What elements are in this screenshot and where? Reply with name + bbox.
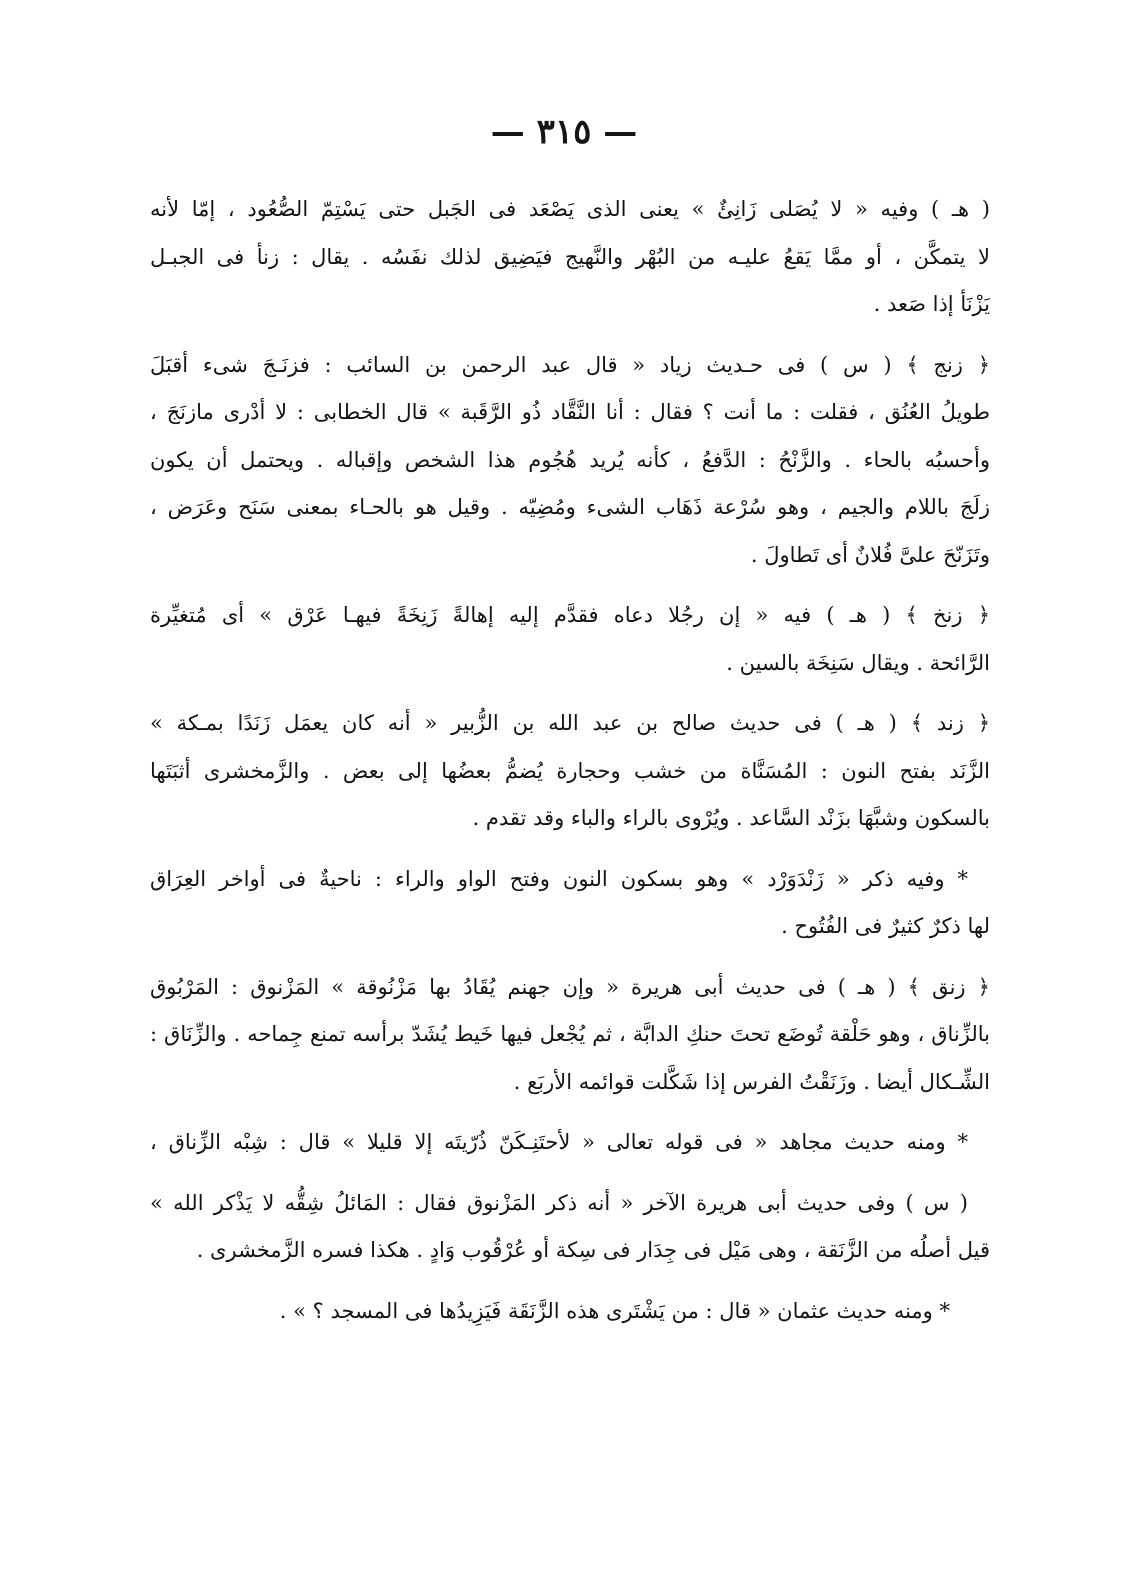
text-line: ﴿ زنخ ﴾ ( هـ ) فيه « إن رجُلا دعاه فقدَّم إليه إهالةً زَنِخَةً فيهـا عَرْق » أى مُتغيِّرة	[150, 603, 990, 627]
text-line: الزَّنَد بفتح النون : المُسَنَّاة من خشب وحجارة يُضمُّ بعضُها إلى بعض . والزَّمخشرى أثبَتَها	[150, 758, 990, 783]
text-line: * وفيه ذكر « زَنْدَوَرْد » وهو بسكون النون وفتح الواو والراء : ناحيةٌ فى أواخر العِرَاق	[150, 866, 968, 891]
text-line: قيل أصلُه من الزَّنَقة ، وهى مَيْل فى جِدَار فى سِكة أو عُرْقُوب وَادٍ . هكذا فسره الزَّمخشرى .	[196, 1238, 990, 1262]
entry-zanq	[150, 964, 990, 1107]
text-line: ﴿ زنق ﴾ ( هـ ) فى حديث أبى هريرة « وإن جهنم يُقَادُ بها مَزْنُوقة » المَزْنوق : المَرْبُوق	[150, 974, 990, 999]
text-line: لا يتمكَّن ، أو ممَّا يَقعُ عليـه من البُهْر والنَّهيج فيَضِيق لذلك نفَسُه . يقال : زنأ فى الجبـل	[150, 244, 990, 269]
entry-zankh	[150, 592, 990, 687]
text-line: لها ذكرٌ كثيرٌ فى الفُتُوح .	[781, 914, 990, 938]
text-line: بالسكون وشبَّهَا بزَنْد السَّاعد . ويُرْوى بالراء والباء وقد تقدم .	[472, 806, 990, 830]
page-body	[150, 186, 990, 1348]
text-line: * ومنه حديث عثمان « قال : من يَشْتَرى هذه الزَّنَقَة فَيَزِيدُها فى المسجد ؟ » .	[279, 1298, 950, 1323]
text-line: طويلُ العُنُق ، فقلت : ما أنت ؟ فقال : أنا النَّقَّاد ذُو الرَّقَبة » قال الخطابى : لا أدْرى مازنَجَ ،	[150, 400, 990, 424]
entry-zanj	[150, 342, 990, 580]
entry-abu-hurayra-other	[150, 1180, 990, 1275]
text-line: وأحسبُه بالحاء . والزَّنْحُ : الدَّفعُ ، كأنه يُريد هُجُوم هذا الشخص وإقباله . ويحتمل أن يكون	[150, 447, 990, 472]
text-line: * ومنه حديث مجاهد « فى قوله تعالى « لأحتَنِـكَنّ ذُرّيتَه إلا قليلا » قال : شِبْه الزِّناق ،	[150, 1130, 968, 1154]
text-line: بالزِّناق ، وهو حَلْقة تُوضَع تحتَ حنكِ الدابَّة ، ثم يُجْعل فيها خَيط يُشَدّ برأسه تمنع جِماحه . والزِّنَاق :	[150, 1022, 990, 1046]
text-line: وتَزَنّحَ علىَّ فُلانٌ أى تَطاولَ .	[750, 542, 990, 567]
entry-uthman	[150, 1288, 990, 1336]
text-line: يَزْنَأ إذا صَعد .	[873, 292, 990, 316]
entry-mujahid	[150, 1119, 990, 1167]
entry-zand	[150, 700, 990, 843]
text-line: الشِّـكال أيضا . وزَنَقْتُ الفرس إذا شَكَّلت قوائمه الأربَع .	[513, 1069, 990, 1094]
page-number: — ٣١٥ —	[490, 112, 638, 152]
text-line: زلَجَ باللام والجيم ، وهو سُرْعة ذَهَاب الشىء ومُضِيّه . وقيل هو بالحـاء بمعنى سَنَح وعَرَض ،	[150, 495, 990, 519]
text-line: ( س ) وفى حديث أبى هريرة الآخر « أنه ذكر المَزْنوق فقال : المَائلُ شِقُّه لا يَذْكر الله »	[150, 1190, 968, 1215]
text-line: ﴿ زند ﴾ ( هـ ) فى حديث صالح بن عبد الله بن الزُّبير « أنه كان يعمَل زَنَدًا بمـكة »	[150, 711, 990, 735]
text-line: الرَّائحة . ويقال سَنِخَة بالسين .	[726, 650, 990, 675]
entry-zandaward	[150, 856, 990, 951]
text-line: ﴿ زنج ﴾ ( س ) فى حـديث زياد « قال عبد الرحمن بن السائب : فزنَـجَ شىء أقبَلَ	[150, 352, 990, 377]
text-line: ( هـ ) وفيه « لا يُصَلى زَانِئٌ » يعنى الذى يَصْعَد فى الجَبل حتى يَسْتِمّ الصُّعُود ، إمّا لأنه	[150, 197, 990, 221]
entry-zana	[150, 186, 990, 329]
